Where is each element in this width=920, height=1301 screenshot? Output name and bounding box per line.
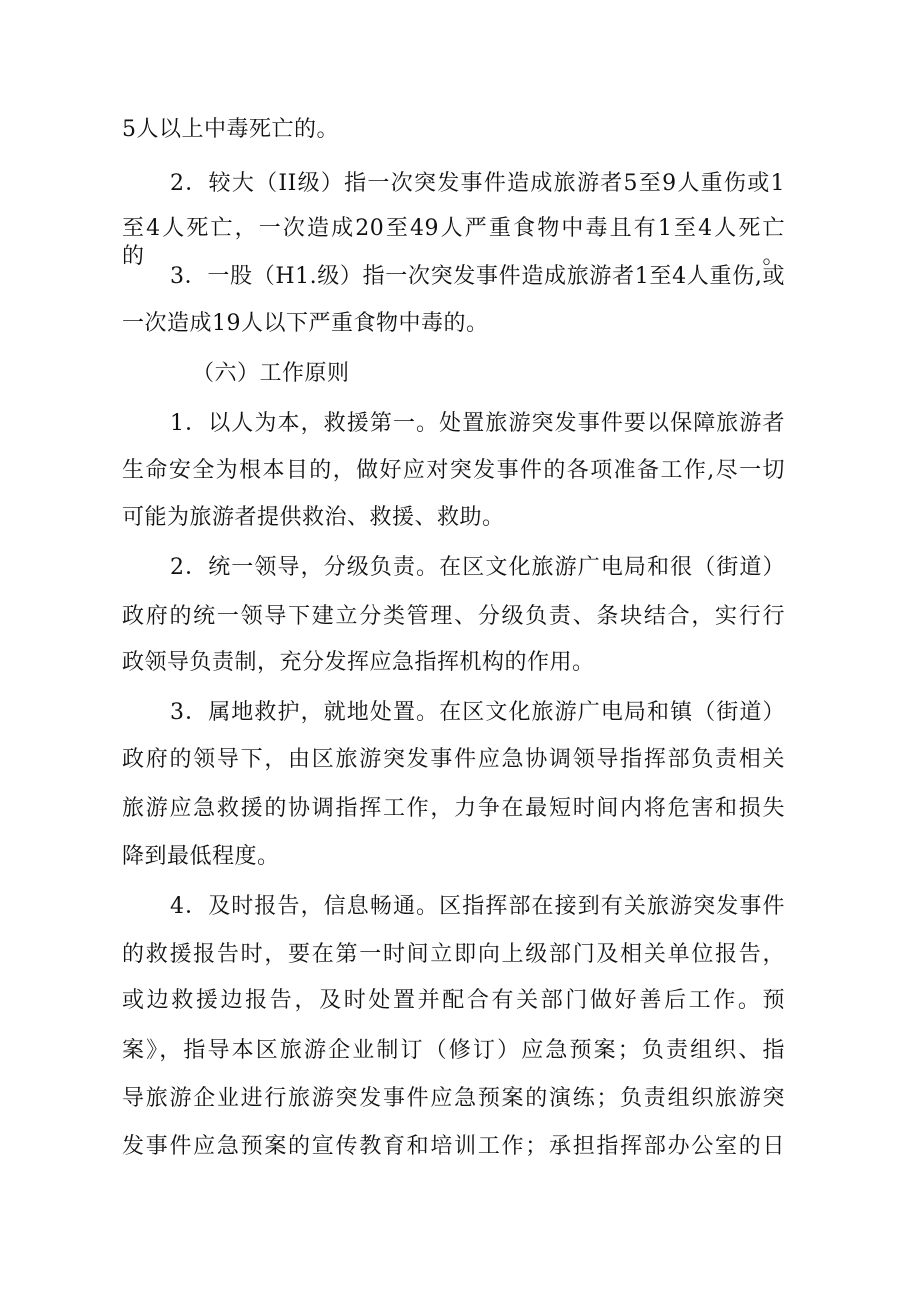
text-line: 3．属地救护，就地处置。在区文化旅游广电局和镇（街道） [170, 700, 785, 725]
text-line: 政领导负责制，充分发挥应急指挥机构的作用。 [122, 650, 595, 675]
text-line: 5人以上中毒死亡的。 [122, 117, 339, 142]
text-line: 可能为旅游者提供救治、救援、救助。 [122, 505, 505, 530]
text-line: 降到最低程度。 [122, 844, 280, 869]
text-line: 生命安全为根本目的，做好应对突发事件的各项准备工作,尽一切 [122, 458, 785, 483]
text-line: 2．统一领导，分级负责。在区文化旅游广电局和很（街道） [170, 555, 785, 580]
text-line: 发事件应急预案的宣传教育和培训工作；承担指挥部办公室的日 [122, 1134, 785, 1159]
section-heading: （六）工作原则 [192, 361, 350, 386]
text-line: 2．较大（II级）指一次突发事件造成旅游者5至9人重伤或1 [170, 171, 785, 196]
text-line: 旅游应急救援的协调指挥工作，力争在最短时间内将危害和损失 [122, 796, 785, 821]
text-line: 政府的领导下，由区旅游突发事件应急协调领导指挥部负责相关 [122, 747, 785, 772]
text-line: 的救援报告时，要在第一时间立即向上级部门及相关单位报告， [122, 942, 785, 967]
text-line: 至4人死亡，一次造成20至49人严重食物中毒且有1至4人死亡的。 [122, 216, 785, 269]
text-line: 或边救援边报告，及时处置并配合有关部门做好善后工作。预 [122, 988, 785, 1013]
text-line: 4．及时报告，信息畅通。区指挥部在接到有关旅游突发事件 [170, 894, 785, 919]
text-line: 3．一股（H1.级）指一次突发事件造成旅游者1至4人重伤,或 [170, 264, 785, 289]
text-line: 导旅游企业进行旅游突发事件应急预案的演练；负责组织旅游突 [122, 1086, 785, 1111]
text-line: 政府的统一领导下建立分类管理、分级负责、条块结合，实行行 [122, 604, 785, 629]
text-line: 1．以人为本，救援第一。处置旅游突发事件要以保障旅游者 [170, 411, 785, 436]
text-line: 案》，指导本区旅游企业制订（修订）应急预案；负责组织、指 [122, 1038, 785, 1063]
text-line: 一次造成19人以下严重食物中毒的。 [122, 311, 489, 336]
